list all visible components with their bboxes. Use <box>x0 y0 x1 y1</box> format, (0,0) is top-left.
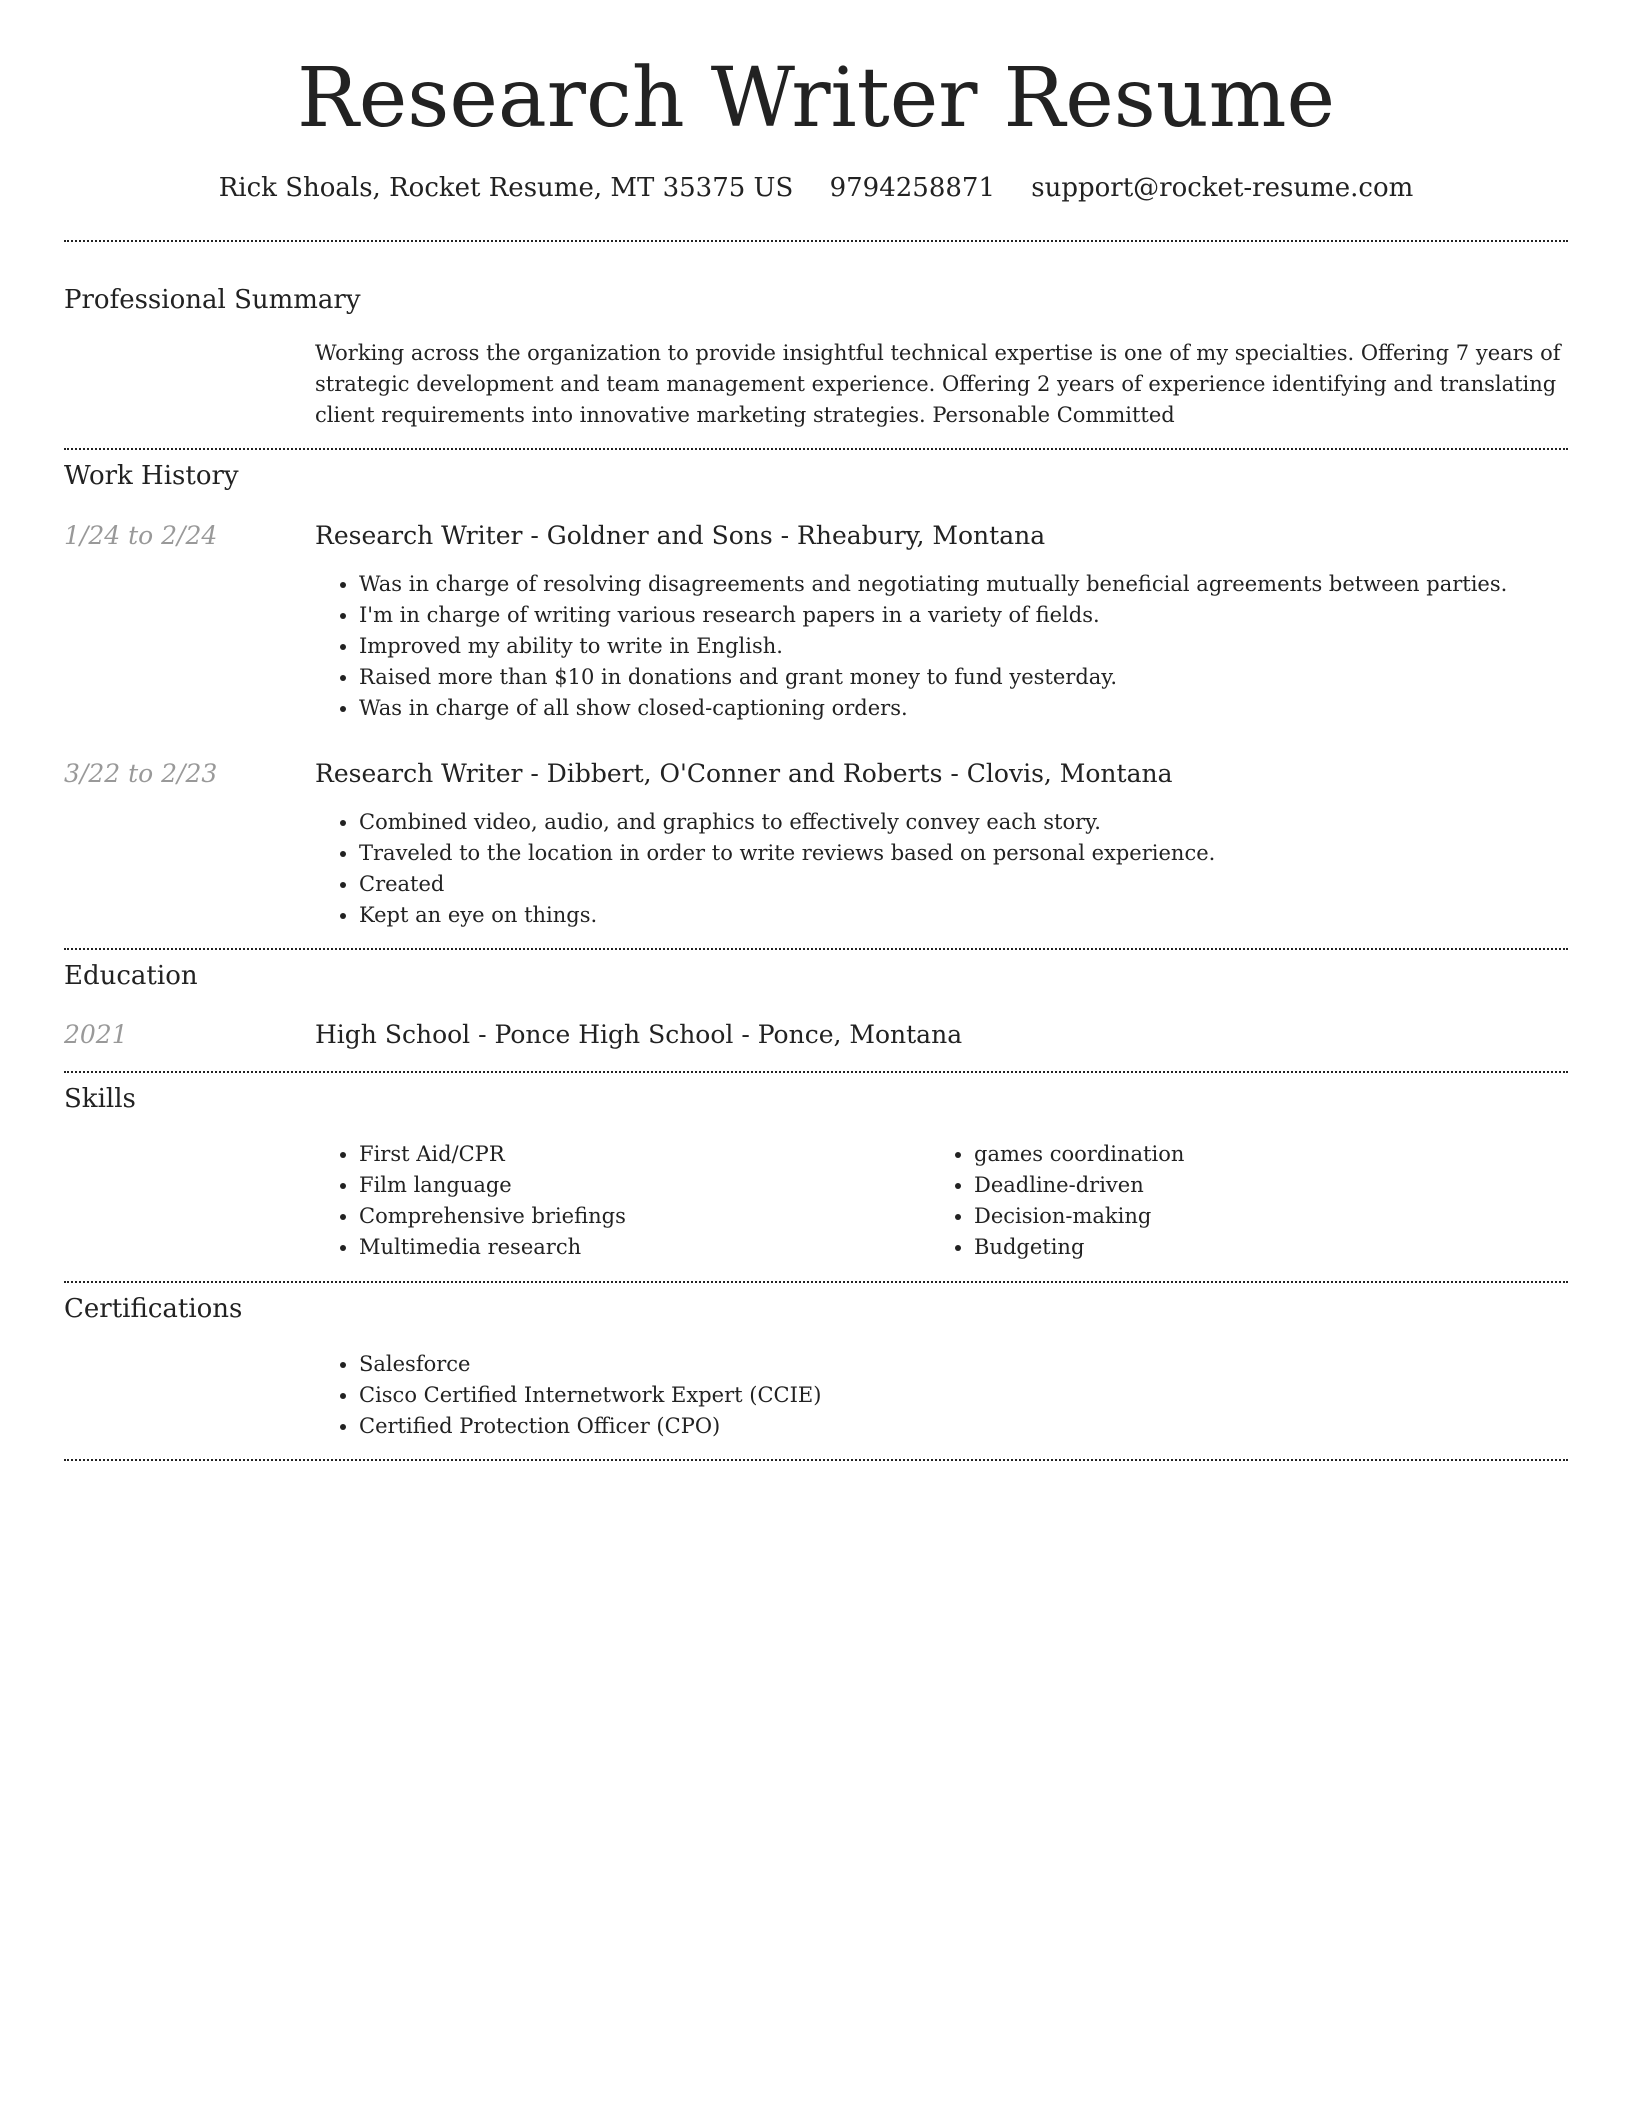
contact-address: Rick Shoals, Rocket Resume, MT 35375 US <box>218 173 794 203</box>
list-item: • Salesforce <box>359 1349 821 1380</box>
list-item: • Was in charge of resolving disagreements and negotiating mutually beneficial agreements between parties. <box>359 569 1507 600</box>
section-divider <box>64 948 1568 950</box>
list-item: • Created <box>359 869 1215 900</box>
section-divider <box>64 1071 1568 1073</box>
summary-heading: Professional Summary <box>64 285 361 315</box>
list-item: • Kept an eye on things. <box>359 900 1215 931</box>
list-item: • First Aid/CPR <box>359 1139 626 1170</box>
list-item: • Budgeting <box>974 1232 1184 1263</box>
education-date: 2021 <box>64 1020 128 1049</box>
list-item: • Deadline-driven <box>974 1170 1184 1201</box>
list-item: • Traveled to the location in order to write reviews based on personal experience. <box>359 838 1215 869</box>
list-item: • Certified Protection Officer (CPO) <box>359 1411 821 1442</box>
list-item: • Improved my ability to write in English. <box>359 631 1507 662</box>
list-item: • games coordination <box>974 1139 1184 1170</box>
contact-phone: 9794258871 <box>829 173 995 203</box>
section-divider <box>64 1459 1568 1461</box>
section-divider <box>64 448 1568 450</box>
work-history-heading: Work History <box>64 461 239 491</box>
job-dates: 3/22 to 2/23 <box>64 759 218 788</box>
list-item: • Film language <box>359 1170 626 1201</box>
list-item: • I'm in charge of writing various research papers in a variety of fields. <box>359 600 1507 631</box>
list-item: • Cisco Certified Internetwork Expert (CCIE) <box>359 1380 821 1411</box>
contact-email: support@rocket-resume.com <box>1031 173 1414 203</box>
list-item: • Was in charge of all show closed-captioning orders. <box>359 693 1507 724</box>
skills-list-left <box>315 1139 626 1263</box>
list-item: • Combined video, audio, and graphics to effectively convey each story. <box>359 807 1215 838</box>
job-duties-list <box>315 569 1507 724</box>
job-title: Research Writer - Dibbert, O'Conner and Roberts - Clovis, Montana <box>315 759 1173 788</box>
job-title: Research Writer - Goldner and Sons - Rheabury, Montana <box>315 521 1046 550</box>
skills-list-right <box>930 1139 1184 1263</box>
section-divider <box>64 240 1568 242</box>
skills-heading: Skills <box>64 1084 136 1114</box>
certifications-list <box>315 1349 821 1442</box>
list-item: • Raised more than $10 in donations and grant money to fund yesterday. <box>359 662 1507 693</box>
certifications-heading: Certifications <box>64 1294 243 1324</box>
job-duties-list <box>315 807 1215 931</box>
education-title: High School - Ponce High School - Ponce, Montana <box>315 1020 963 1049</box>
list-item: • Comprehensive briefings <box>359 1201 626 1232</box>
contact-line <box>64 168 1568 208</box>
section-divider <box>64 1281 1568 1283</box>
summary-text: Working across the organization to provide insightful technical expertise is one of my specialties. Offering 7 years of strategic development and team management experience. Offering 2 years of experience identifying and translating client requirements into innovative marketing strategies. Personable Committed <box>315 341 1561 427</box>
job-dates: 1/24 to 2/24 <box>64 521 218 550</box>
education-heading: Education <box>64 961 198 991</box>
list-item: • Multimedia research <box>359 1232 626 1263</box>
list-item: • Decision-making <box>974 1201 1184 1232</box>
resume-title: Research Writer Resume <box>297 51 1335 146</box>
